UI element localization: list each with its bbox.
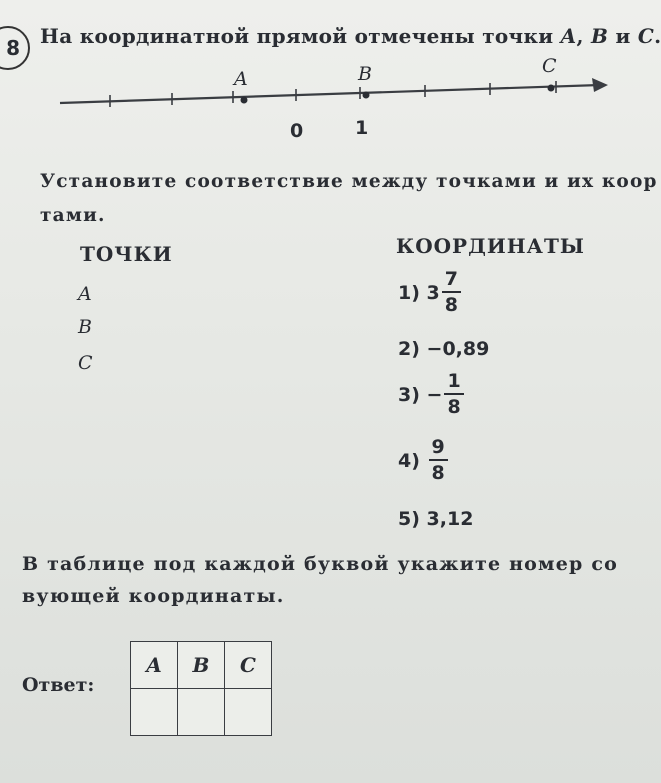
- point-b-dot: [363, 92, 370, 99]
- answer-table: [130, 641, 272, 736]
- inline-point-a: A: [560, 24, 577, 48]
- axis-line: [60, 85, 600, 103]
- instruction-text: Установите соответствие между точками и их коор тами.: [40, 171, 658, 226]
- answer-label: Ответ:: [22, 674, 95, 696]
- answer-header-c: C: [225, 642, 272, 689]
- points-header: ТОЧКИ: [80, 242, 173, 266]
- option-1: 1) 3 $\frac{7}{8}$: [398, 270, 461, 315]
- one-label: 1: [355, 117, 369, 139]
- number-line: [0, 55, 636, 145]
- point-a-item: A: [78, 283, 92, 305]
- option-2: 2) −0,89: [398, 338, 490, 360]
- point-a-dot: [241, 97, 248, 104]
- answer-cell-c[interactable]: [225, 689, 272, 736]
- answer-cell-a[interactable]: [131, 689, 178, 736]
- option-3: 3) − $\frac{1}{8}$: [398, 372, 464, 417]
- inline-point-b: B: [590, 24, 609, 48]
- coords-header: КООРДИНАТЫ: [396, 234, 585, 258]
- point-b-label: B: [358, 63, 372, 85]
- point-c-dot: [548, 85, 555, 92]
- point-a-label: A: [234, 68, 248, 90]
- task-statement: На координатной прямой отмечены точки A, B и C.: [40, 24, 661, 48]
- point-c-item: C: [78, 352, 93, 374]
- point-c-label: C: [542, 55, 557, 77]
- inline-point-c: C: [637, 24, 655, 48]
- task-number: 8: [0, 26, 30, 70]
- option-4: 4) $\frac{9}{8}$: [398, 438, 448, 483]
- point-b-item: B: [78, 316, 92, 338]
- answer-header-b: B: [178, 642, 225, 689]
- option-5: 5) 3,12: [398, 508, 474, 530]
- answer-cell-b[interactable]: [178, 689, 225, 736]
- final-instruction: В таблице под каждой буквой укажите номер со вующей координаты.: [22, 553, 618, 607]
- axis-arrow: [592, 78, 608, 92]
- zero-label: 0: [290, 120, 304, 142]
- answer-header-a: A: [131, 642, 178, 689]
